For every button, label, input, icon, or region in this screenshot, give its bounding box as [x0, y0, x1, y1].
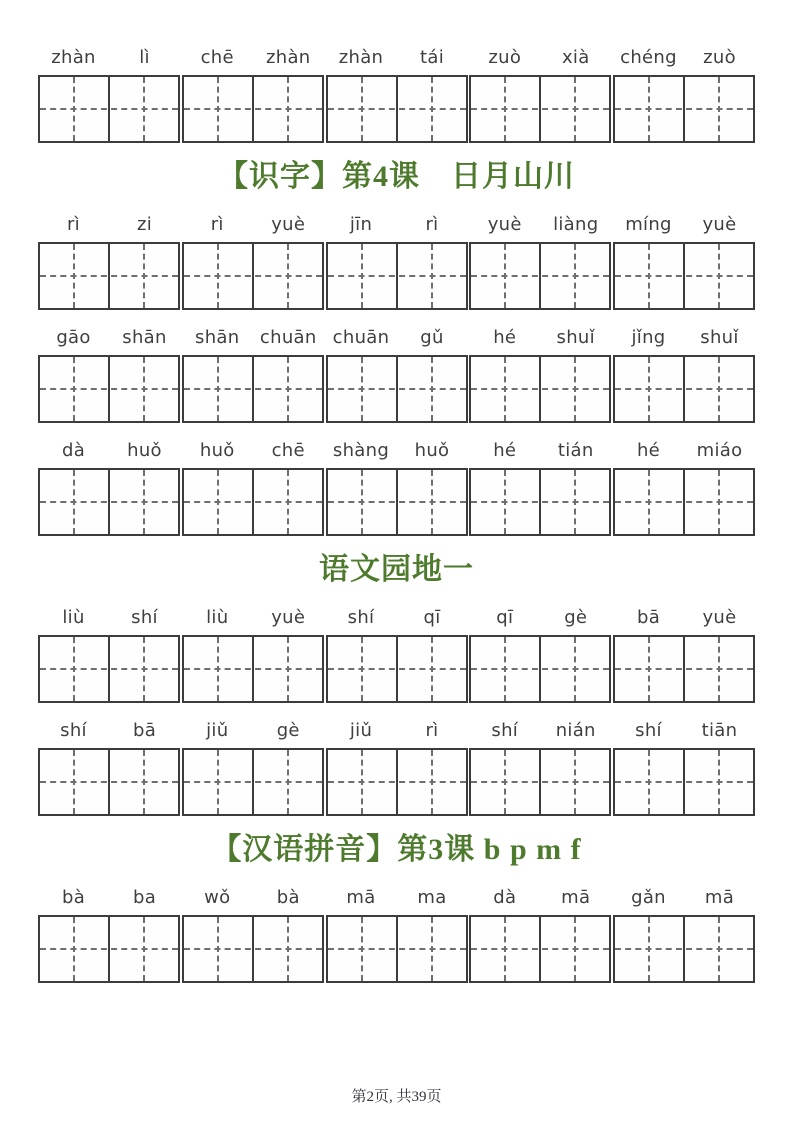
- word-unit: [326, 606, 468, 703]
- pinyin-syllable: liù: [62, 607, 85, 628]
- writing-cell: [396, 637, 466, 701]
- writing-cell: [40, 77, 108, 141]
- pinyin-syllable: hé: [636, 440, 661, 461]
- writing-cell: [539, 470, 609, 534]
- writing-box-pair: [326, 242, 468, 310]
- writing-cell: [539, 77, 609, 141]
- pinyin-syllable: zhàn: [338, 47, 384, 68]
- pinyin-syllable: chéng: [620, 47, 677, 68]
- writing-box-pair: [38, 635, 180, 703]
- word-unit: [326, 719, 468, 816]
- writing-cell: [40, 750, 108, 814]
- section-header: 语文园地一: [319, 553, 474, 586]
- pinyin-labels: [326, 46, 468, 70]
- pinyin-syllable: gǎn: [631, 887, 666, 908]
- pinyin-syllable: wǒ: [204, 887, 231, 908]
- pinyin-labels: [613, 719, 755, 743]
- pinyin-syllable: mā: [561, 887, 591, 908]
- word-grid-row: [0, 719, 793, 816]
- writing-cell: [252, 77, 322, 141]
- writing-cell: [252, 357, 322, 421]
- writing-cell: [184, 917, 252, 981]
- word-unit: [38, 886, 180, 983]
- writing-cell: [396, 357, 466, 421]
- writing-cell: [184, 244, 252, 308]
- writing-cell: [615, 470, 683, 534]
- writing-cell: [539, 917, 609, 981]
- writing-cell: [683, 244, 753, 308]
- pinyin-labels: [326, 213, 468, 237]
- pinyin-syllable: chuān: [259, 327, 317, 348]
- writing-box-pair: [182, 242, 324, 310]
- writing-box-pair: [326, 468, 468, 536]
- writing-cell: [328, 77, 396, 141]
- pinyin-labels: [326, 326, 468, 350]
- pinyin-syllable: zhàn: [266, 47, 311, 68]
- word-unit: [613, 606, 755, 703]
- writing-cell: [108, 750, 178, 814]
- pinyin-syllable: shí: [347, 607, 375, 628]
- pinyin-syllable: gǔ: [420, 327, 444, 348]
- pinyin-syllable: tái: [420, 47, 444, 68]
- pinyin-syllable: rì: [425, 720, 439, 741]
- section-header: 【识字】第4课 日月山川: [218, 160, 575, 193]
- pinyin-syllable: hé: [493, 327, 517, 348]
- writing-box-pair: [613, 75, 755, 143]
- pinyin-syllable: yuè: [271, 607, 306, 628]
- writing-cell: [184, 470, 252, 534]
- word-grid-row: [0, 439, 793, 536]
- writing-cell: [539, 637, 609, 701]
- pinyin-syllable: bā: [132, 720, 157, 741]
- pinyin-syllable: shí: [491, 720, 519, 741]
- word-unit: [38, 213, 180, 310]
- pinyin-syllable: chē: [200, 47, 234, 68]
- pinyin-syllable: chuān: [332, 327, 390, 348]
- writing-cell: [40, 917, 108, 981]
- pinyin-syllable: tián: [557, 440, 594, 461]
- page-number-footer: 第2页, 共39页: [351, 1089, 442, 1105]
- writing-cell: [108, 917, 178, 981]
- pinyin-syllable: liù: [206, 607, 229, 628]
- writing-cell: [40, 470, 108, 534]
- pinyin-labels: [469, 326, 611, 350]
- pinyin-syllable: rì: [210, 214, 224, 235]
- pinyin-syllable: bà: [276, 887, 300, 908]
- pinyin-labels: [326, 606, 468, 630]
- writing-cell: [615, 77, 683, 141]
- writing-box-pair: [469, 635, 611, 703]
- pinyin-labels: [469, 719, 611, 743]
- writing-cell: [471, 750, 539, 814]
- writing-box-pair: [469, 468, 611, 536]
- word-unit: [182, 886, 324, 983]
- pinyin-syllable: yuè: [271, 214, 306, 235]
- writing-box-pair: [182, 355, 324, 423]
- writing-box-pair: [613, 355, 755, 423]
- writing-box-pair: [469, 748, 611, 816]
- writing-box-pair: [326, 748, 468, 816]
- writing-box-pair: [38, 242, 180, 310]
- pinyin-syllable: tiān: [701, 720, 738, 741]
- writing-cell: [396, 244, 466, 308]
- word-unit: [613, 439, 755, 536]
- pinyin-syllable: ba: [132, 887, 157, 908]
- word-grid-row: [0, 213, 793, 310]
- pinyin-syllable: shí: [131, 607, 158, 628]
- pinyin-labels: [38, 326, 180, 350]
- pinyin-labels: [469, 213, 611, 237]
- writing-cell: [252, 917, 322, 981]
- pinyin-syllable: dà: [493, 887, 517, 908]
- pinyin-syllable: zuò: [703, 47, 736, 68]
- pinyin-labels: [182, 326, 324, 350]
- writing-cell: [184, 750, 252, 814]
- pinyin-syllable: miáo: [696, 440, 743, 461]
- word-unit: [613, 326, 755, 423]
- writing-cell: [252, 244, 322, 308]
- pinyin-labels: [326, 439, 468, 463]
- pinyin-syllable: shān: [122, 327, 167, 348]
- writing-cell: [396, 917, 466, 981]
- writing-box-pair: [613, 468, 755, 536]
- pinyin-syllable: rì: [66, 214, 80, 235]
- pinyin-labels: [613, 439, 755, 463]
- pinyin-syllable: zi: [136, 214, 153, 235]
- pinyin-syllable: shuǐ: [700, 327, 739, 348]
- writing-cell: [328, 637, 396, 701]
- word-unit: [469, 46, 611, 143]
- word-unit: [613, 213, 755, 310]
- writing-cell: [252, 637, 322, 701]
- word-unit: [469, 606, 611, 703]
- word-grid-row: [0, 46, 793, 143]
- word-unit: [469, 886, 611, 983]
- pinyin-labels: [182, 719, 324, 743]
- pinyin-labels: [469, 46, 611, 70]
- writing-cell: [615, 917, 683, 981]
- writing-cell: [683, 750, 753, 814]
- pinyin-syllable: liàng: [553, 214, 599, 235]
- writing-cell: [40, 357, 108, 421]
- writing-cell: [252, 750, 322, 814]
- pinyin-labels: [469, 606, 611, 630]
- writing-cell: [471, 244, 539, 308]
- pinyin-syllable: jiǔ: [206, 720, 229, 741]
- writing-box-pair: [38, 748, 180, 816]
- writing-box-pair: [182, 748, 324, 816]
- writing-box-pair: [38, 915, 180, 983]
- writing-cell: [471, 637, 539, 701]
- word-unit: [182, 606, 324, 703]
- writing-cell: [184, 77, 252, 141]
- writing-box-pair: [38, 75, 180, 143]
- pinyin-syllable: huǒ: [127, 440, 162, 461]
- writing-cell: [539, 244, 609, 308]
- pinyin-labels: [182, 886, 324, 910]
- pinyin-syllable: bā: [636, 607, 661, 628]
- writing-cell: [471, 917, 539, 981]
- pinyin-syllable: yuè: [702, 607, 737, 628]
- pinyin-labels: [38, 606, 180, 630]
- pinyin-labels: [326, 719, 468, 743]
- writing-box-pair: [326, 355, 468, 423]
- pinyin-syllable: xià: [561, 47, 590, 68]
- writing-cell: [683, 357, 753, 421]
- writing-cell: [328, 357, 396, 421]
- writing-box-pair: [38, 468, 180, 536]
- writing-cell: [252, 470, 322, 534]
- writing-cell: [328, 244, 396, 308]
- pinyin-syllable: mā: [704, 887, 735, 908]
- writing-cell: [471, 357, 539, 421]
- word-grid-row: [0, 606, 793, 703]
- pinyin-syllable: shān: [195, 327, 240, 348]
- word-unit: [326, 46, 468, 143]
- word-unit: [38, 439, 180, 536]
- pinyin-syllable: ma: [417, 887, 447, 908]
- pinyin-syllable: shàng: [332, 440, 390, 461]
- worksheet-content: [0, 46, 793, 983]
- word-unit: [469, 213, 611, 310]
- pinyin-labels: [613, 46, 755, 70]
- writing-cell: [615, 244, 683, 308]
- word-unit: [326, 326, 468, 423]
- pinyin-labels: [326, 886, 468, 910]
- pinyin-syllable: bà: [61, 887, 86, 908]
- writing-cell: [184, 637, 252, 701]
- word-unit: [613, 719, 755, 816]
- pinyin-labels: [38, 886, 180, 910]
- pinyin-syllable: huǒ: [414, 440, 450, 461]
- writing-cell: [108, 357, 178, 421]
- pinyin-syllable: chē: [271, 440, 305, 461]
- word-unit: [38, 719, 180, 816]
- pinyin-labels: [613, 606, 755, 630]
- writing-cell: [40, 244, 108, 308]
- writing-box-pair: [326, 915, 468, 983]
- pinyin-syllable: rì: [425, 214, 439, 235]
- pinyin-labels: [469, 886, 611, 910]
- writing-box-pair: [469, 355, 611, 423]
- word-unit: [38, 606, 180, 703]
- writing-cell: [108, 470, 178, 534]
- pinyin-syllable: yuè: [702, 214, 737, 235]
- pinyin-labels: [182, 213, 324, 237]
- writing-box-pair: [469, 242, 611, 310]
- writing-cell: [328, 470, 396, 534]
- word-unit: [469, 439, 611, 536]
- pinyin-syllable: shuǐ: [556, 327, 595, 348]
- pinyin-syllable: míng: [625, 214, 672, 235]
- word-unit: [326, 439, 468, 536]
- word-grid-row: [0, 886, 793, 983]
- pinyin-syllable: jǐng: [631, 327, 666, 348]
- writing-cell: [396, 750, 466, 814]
- writing-box-pair: [613, 748, 755, 816]
- writing-cell: [539, 357, 609, 421]
- writing-box-pair: [613, 242, 755, 310]
- writing-box-pair: [326, 635, 468, 703]
- writing-box-pair: [182, 468, 324, 536]
- pinyin-syllable: jīn: [349, 214, 373, 235]
- pinyin-labels: [613, 886, 755, 910]
- pinyin-labels: [613, 213, 755, 237]
- word-unit: [182, 719, 324, 816]
- writing-cell: [615, 750, 683, 814]
- writing-box-pair: [613, 635, 755, 703]
- writing-cell: [683, 637, 753, 701]
- writing-cell: [40, 637, 108, 701]
- word-unit: [182, 213, 324, 310]
- writing-box-pair: [326, 75, 468, 143]
- writing-cell: [396, 77, 466, 141]
- writing-box-pair: [38, 355, 180, 423]
- pinyin-syllable: huǒ: [199, 440, 235, 461]
- writing-cell: [328, 750, 396, 814]
- word-unit: [326, 886, 468, 983]
- writing-cell: [328, 917, 396, 981]
- word-unit: [38, 326, 180, 423]
- word-unit: [182, 46, 324, 143]
- word-unit: [469, 719, 611, 816]
- pinyin-labels: [38, 719, 180, 743]
- writing-cell: [683, 77, 753, 141]
- pinyin-labels: [38, 439, 180, 463]
- writing-cell: [184, 357, 252, 421]
- writing-box-pair: [182, 915, 324, 983]
- pinyin-syllable: zhàn: [51, 47, 96, 68]
- writing-box-pair: [182, 75, 324, 143]
- word-unit: [38, 46, 180, 143]
- section-header: 【汉语拼音】第3课 b p m f: [211, 833, 582, 866]
- pinyin-syllable: shí: [60, 720, 87, 741]
- writing-cell: [683, 917, 753, 981]
- writing-box-pair: [469, 915, 611, 983]
- pinyin-labels: [38, 213, 180, 237]
- pinyin-syllable: mā: [346, 887, 376, 908]
- writing-box-pair: [613, 915, 755, 983]
- word-grid-row: [0, 326, 793, 423]
- pinyin-syllable: jiǔ: [349, 720, 373, 741]
- pinyin-syllable: gè: [276, 720, 300, 741]
- pinyin-labels: [613, 326, 755, 350]
- pinyin-labels: [182, 46, 324, 70]
- pinyin-syllable: shí: [635, 720, 662, 741]
- word-unit: [469, 326, 611, 423]
- writing-cell: [539, 750, 609, 814]
- pinyin-syllable: nián: [555, 720, 596, 741]
- word-unit: [613, 886, 755, 983]
- pinyin-syllable: dà: [61, 440, 86, 461]
- pinyin-labels: [469, 439, 611, 463]
- pinyin-syllable: lì: [139, 47, 150, 68]
- pinyin-labels: [38, 46, 180, 70]
- writing-cell: [615, 357, 683, 421]
- writing-cell: [683, 470, 753, 534]
- pinyin-syllable: qī: [496, 607, 514, 628]
- word-unit: [613, 46, 755, 143]
- writing-cell: [471, 470, 539, 534]
- pinyin-syllable: hé: [493, 440, 517, 461]
- writing-cell: [108, 244, 178, 308]
- pinyin-syllable: qī: [423, 607, 441, 628]
- pinyin-syllable: yuè: [487, 214, 522, 235]
- word-unit: [182, 439, 324, 536]
- writing-cell: [396, 470, 466, 534]
- pinyin-syllable: gāo: [56, 327, 91, 348]
- pinyin-syllable: zuò: [488, 47, 522, 68]
- writing-box-pair: [182, 635, 324, 703]
- pinyin-labels: [182, 439, 324, 463]
- writing-cell: [108, 77, 178, 141]
- writing-cell: [108, 637, 178, 701]
- word-unit: [326, 213, 468, 310]
- writing-cell: [471, 77, 539, 141]
- word-unit: [182, 326, 324, 423]
- pinyin-syllable: gè: [564, 607, 588, 628]
- writing-cell: [615, 637, 683, 701]
- writing-box-pair: [469, 75, 611, 143]
- pinyin-labels: [182, 606, 324, 630]
